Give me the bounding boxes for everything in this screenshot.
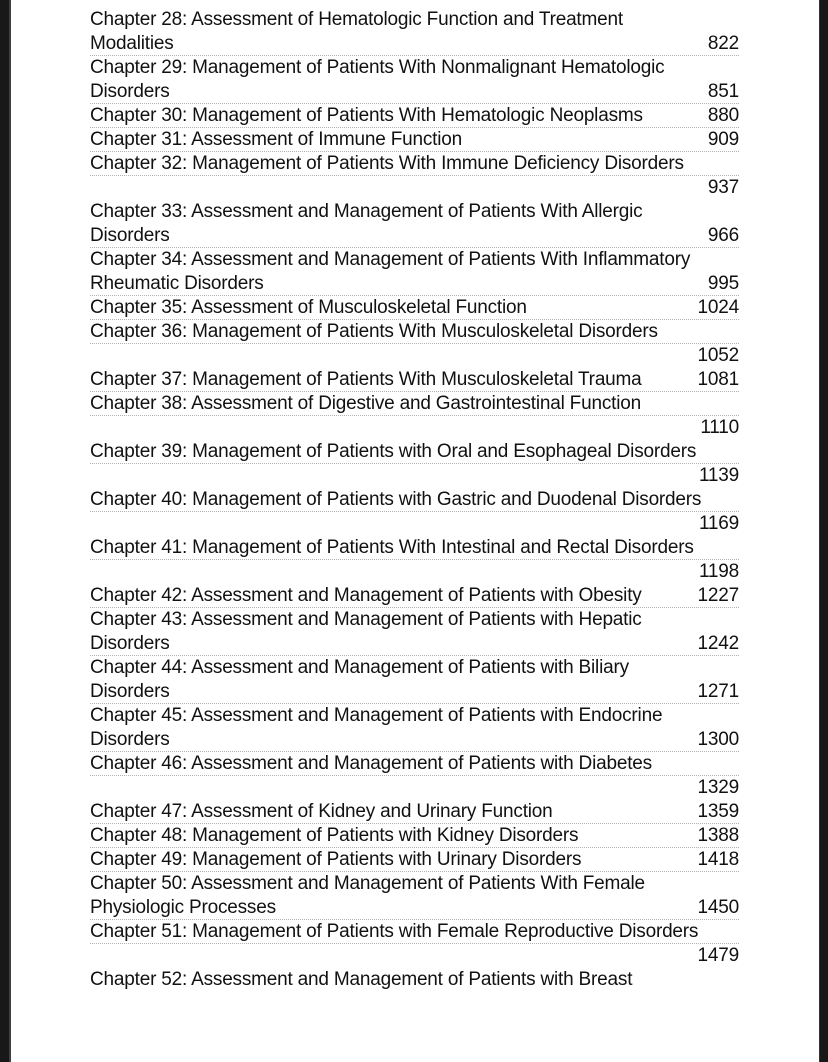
page-number: 1300 xyxy=(697,729,739,750)
toc-line xyxy=(90,536,739,560)
toc-line xyxy=(90,728,739,752)
page-number: 1359 xyxy=(697,801,739,822)
chapter-title-text: Chapter 29: Management of Patients With Nonmalignant Hematologic xyxy=(90,57,665,78)
chapter-title-text: Chapter 36: Management of Patients With Musculoskeletal Disorders xyxy=(90,321,658,342)
page-number: 966 xyxy=(707,225,739,246)
toc-line-page-wrap xyxy=(90,176,739,200)
toc-line xyxy=(90,896,739,920)
page-number: 1227 xyxy=(697,585,739,606)
toc-entry-chapter-28[interactable] xyxy=(90,8,739,56)
toc-entry-chapter-40[interactable] xyxy=(90,488,739,536)
toc-line xyxy=(90,440,739,464)
toc-line xyxy=(90,56,739,80)
toc-entry-chapter-44[interactable] xyxy=(90,656,739,704)
page-number: 1329 xyxy=(697,777,739,798)
toc-line-page-wrap xyxy=(90,416,739,440)
chapter-title-text: Chapter 45: Assessment and Management of Patients with Endocrine xyxy=(90,705,663,726)
chapter-title-text: Physiologic Processes xyxy=(90,897,276,918)
page-number: 1169 xyxy=(698,513,739,534)
toc-line xyxy=(90,632,739,656)
toc-line-page-wrap xyxy=(90,344,739,368)
toc-line xyxy=(90,152,739,176)
toc-entry-chapter-39[interactable] xyxy=(90,440,739,488)
toc-line xyxy=(90,848,739,872)
toc-entry-chapter-29[interactable] xyxy=(90,56,739,104)
page-number: 1388 xyxy=(697,825,739,846)
chapter-title-text: Chapter 28: Assessment of Hematologic Function and Treatment xyxy=(90,9,623,30)
toc-line-page-wrap xyxy=(90,560,739,584)
page-number: 1110 xyxy=(700,417,739,438)
page-number: 1271 xyxy=(697,681,739,702)
chapter-title-text: Chapter 32: Management of Patients With Immune Deficiency Disorders xyxy=(90,153,684,174)
page-number: 1479 xyxy=(697,945,739,966)
toc-line xyxy=(90,8,739,32)
toc-entry-chapter-32[interactable] xyxy=(90,152,739,200)
toc-entry-chapter-36[interactable] xyxy=(90,320,739,368)
toc-line xyxy=(90,248,739,272)
page-number: 1052 xyxy=(697,345,739,366)
toc-entry-chapter-37[interactable] xyxy=(90,368,739,392)
toc-line xyxy=(90,272,739,296)
toc-line xyxy=(90,224,739,248)
page-number: 909 xyxy=(707,129,739,150)
toc-line xyxy=(90,128,739,152)
toc-line xyxy=(90,968,739,992)
chapter-title-text: Chapter 38: Assessment of Digestive and Gastrointestinal Function xyxy=(90,393,641,414)
toc-entry-chapter-50[interactable] xyxy=(90,872,739,920)
page-number: 822 xyxy=(707,33,739,54)
toc-line xyxy=(90,296,739,320)
toc-line-page-wrap xyxy=(90,944,739,968)
page-number: 1242 xyxy=(697,633,739,654)
toc-line xyxy=(90,800,739,824)
page-number: 1139 xyxy=(698,465,739,486)
toc-entry-chapter-52[interactable] xyxy=(90,968,739,992)
chapter-title-text: Chapter 34: Assessment and Management of Patients With Inflammatory xyxy=(90,249,691,270)
table-of-contents xyxy=(11,0,819,992)
toc-line xyxy=(90,752,739,776)
chapter-title-text: Chapter 47: Assessment of Kidney and Urinary Function xyxy=(90,801,553,822)
chapter-title-text: Chapter 49: Management of Patients with Urinary Disorders xyxy=(90,849,582,870)
chapter-title-text: Disorders xyxy=(90,729,170,750)
chapter-title-text: Chapter 35: Assessment of Musculoskeletal Function xyxy=(90,297,527,318)
chapter-title-text: Disorders xyxy=(90,681,170,702)
chapter-title-text: Chapter 44: Assessment and Management of Patients with Biliary xyxy=(90,657,629,678)
chapter-title-text: Modalities xyxy=(90,33,174,54)
toc-entry-chapter-43[interactable] xyxy=(90,608,739,656)
chapter-title-text: Chapter 50: Assessment and Management of Patients With Female xyxy=(90,873,645,894)
page-number: 880 xyxy=(707,105,739,126)
chapter-title-text: Disorders xyxy=(90,225,170,246)
toc-entry-chapter-49[interactable] xyxy=(90,848,739,872)
toc-line xyxy=(90,824,739,848)
toc-entry-chapter-42[interactable] xyxy=(90,584,739,608)
toc-entry-chapter-45[interactable] xyxy=(90,704,739,752)
toc-line xyxy=(90,584,739,608)
chapter-title-text: Chapter 52: Assessment and Management of Patients with Breast xyxy=(90,969,633,990)
chapter-title-text: Chapter 30: Management of Patients With Hematologic Neoplasms xyxy=(90,105,643,126)
toc-line xyxy=(90,608,739,632)
chapter-title-text: Chapter 41: Management of Patients With Intestinal and Rectal Disorders xyxy=(90,537,694,558)
chapter-title-text: Chapter 37: Management of Patients With Musculoskeletal Trauma xyxy=(90,369,642,390)
chapter-title-text: Chapter 48: Management of Patients with Kidney Disorders xyxy=(90,825,579,846)
toc-line-page-wrap xyxy=(90,512,739,536)
page-number: 937 xyxy=(707,177,739,198)
toc-line xyxy=(90,320,739,344)
toc-entry-chapter-33[interactable] xyxy=(90,200,739,248)
toc-entry-chapter-31[interactable] xyxy=(90,128,739,152)
toc-line xyxy=(90,656,739,680)
chapter-title-text: Chapter 33: Assessment and Management of Patients With Allergic xyxy=(90,201,643,222)
chapter-title-text: Disorders xyxy=(90,81,170,102)
toc-entry-chapter-46[interactable] xyxy=(90,752,739,800)
toc-line xyxy=(90,872,739,896)
toc-line-page-wrap xyxy=(90,464,739,488)
page-number: 1024 xyxy=(697,297,739,318)
chapter-title-text: Chapter 39: Management of Patients with Oral and Esophageal Disorders xyxy=(90,441,697,462)
chapter-title-text: Chapter 31: Assessment of Immune Function xyxy=(90,129,462,150)
toc-line xyxy=(90,488,739,512)
page-number: 1450 xyxy=(697,897,739,918)
toc-line-page-wrap xyxy=(90,776,739,800)
toc-entry-chapter-38[interactable] xyxy=(90,392,739,440)
chapter-title-text: Rheumatic Disorders xyxy=(90,273,264,294)
page-number: 1418 xyxy=(697,849,739,870)
toc-line xyxy=(90,704,739,728)
chapter-title-text: Chapter 42: Assessment and Management of Patients with Obesity xyxy=(90,585,642,606)
chapter-title-text: Disorders xyxy=(90,633,170,654)
toc-line xyxy=(90,104,739,128)
page-number: 1198 xyxy=(698,561,739,582)
toc-entry-chapter-48[interactable] xyxy=(90,824,739,848)
chapter-title-text: Chapter 51: Management of Patients with Female Reproductive Disorders xyxy=(90,921,699,942)
toc-entry-chapter-34[interactable] xyxy=(90,248,739,296)
toc-entry-chapter-51[interactable] xyxy=(90,920,739,968)
toc-line xyxy=(90,80,739,104)
toc-line xyxy=(90,368,739,392)
toc-entry-chapter-30[interactable] xyxy=(90,104,739,128)
toc-line xyxy=(90,392,739,416)
toc-line xyxy=(90,920,739,944)
toc-line xyxy=(90,200,739,224)
toc-line xyxy=(90,680,739,704)
toc-entry-chapter-47[interactable] xyxy=(90,800,739,824)
page-number: 851 xyxy=(707,81,739,102)
chapter-title-text: Chapter 46: Assessment and Management of Patients with Diabetes xyxy=(90,753,652,774)
page-number: 1081 xyxy=(697,369,739,390)
document-page xyxy=(9,0,820,1062)
page-number: 995 xyxy=(707,273,739,294)
toc-entry-chapter-35[interactable] xyxy=(90,296,739,320)
toc-line xyxy=(90,32,739,56)
chapter-title-text: Chapter 40: Management of Patients with Gastric and Duodenal Disorders xyxy=(90,489,702,510)
toc-entry-chapter-41[interactable] xyxy=(90,536,739,584)
chapter-title-text: Chapter 43: Assessment and Management of Patients with Hepatic xyxy=(90,609,642,630)
